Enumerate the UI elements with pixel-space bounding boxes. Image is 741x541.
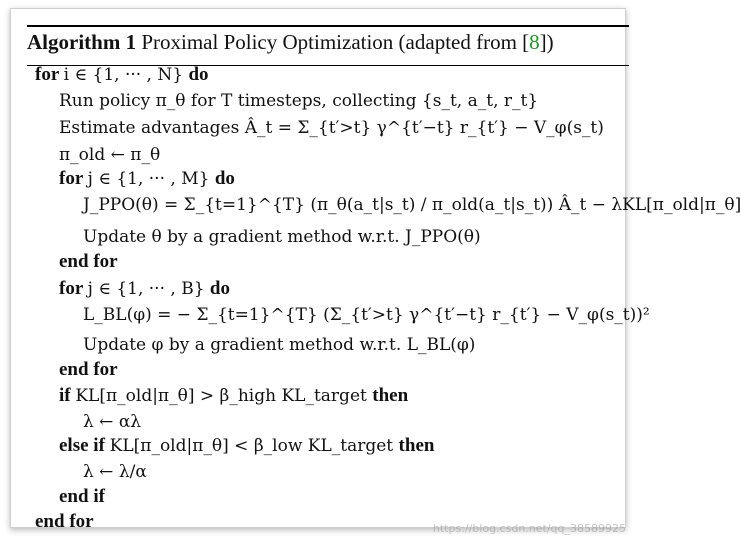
algorithm-line: [83, 461, 147, 483]
statement-text: Update θ by a gradient method w.r.t. J_PPO(θ): [83, 227, 481, 247]
algorithm-title: [27, 29, 554, 55]
algorithm-line: [59, 278, 230, 300]
keyword: if: [59, 385, 76, 406]
algorithm-line: [35, 64, 209, 86]
citation-link[interactable]: 8: [529, 30, 540, 54]
algorithm-line: [35, 511, 94, 533]
algorithm-title-text: Proximal Policy Optimization (adapted from [: [141, 30, 530, 54]
algorithm-line: [59, 117, 604, 139]
statement-text: j ∈ {1, ··· , B}: [87, 279, 210, 299]
keyword: for: [59, 278, 88, 299]
algorithm-line: [59, 359, 118, 381]
algorithm-line: [83, 226, 481, 248]
algorithm-line: [59, 385, 408, 407]
statement-text: j ∈ {1, ··· , M}: [87, 169, 215, 189]
algorithm-line: [59, 144, 160, 166]
statement-text: Estimate advantages Â_t = Σ_{t′>t} γ^{t′−t} r_{t′} − V_φ(s_t): [59, 118, 604, 138]
statement-text: J_PPO(θ) = Σ_{t=1}^{T} (π_θ(a_t|s_t) / π_old(a_t|s_t)) Â_t − λKL[π_old|π_θ]: [83, 195, 741, 215]
keyword: do: [209, 278, 230, 299]
statement-text: KL[π_old|π_θ] < β_low KL_target: [109, 436, 399, 456]
keyword: do: [188, 64, 209, 85]
algorithm-line: [83, 304, 650, 326]
keyword: end if: [59, 486, 105, 507]
statement-text: Update φ by a gradient method w.r.t. L_BL(φ): [83, 335, 476, 355]
statement-text: λ ← λ/α: [83, 462, 147, 482]
statement-text: L_BL(φ) = − Σ_{t=1}^{T} (Σ_{t′>t} γ^{t′−t} r_{t′} − V_φ(s_t))²: [83, 305, 650, 325]
algorithm-line: [59, 486, 105, 508]
statement-text: λ ← αλ: [83, 412, 142, 432]
top-rule: [27, 25, 629, 27]
algorithm-line: [59, 90, 538, 112]
statement-text: π_old ← π_θ: [59, 145, 161, 165]
keyword: end for: [59, 251, 118, 272]
keyword: end for: [35, 511, 94, 532]
algorithm-line: [83, 334, 475, 356]
keyword: then: [372, 385, 409, 406]
algorithm-line: [59, 168, 235, 190]
keyword: for: [59, 168, 88, 189]
statement-text: Run policy π_θ for T timesteps, collecting {s_t, a_t, r_t}: [59, 91, 539, 111]
algorithm-line: [83, 411, 141, 433]
algorithm-line: [59, 435, 434, 457]
statement-text: KL[π_old|π_θ] > β_high KL_target: [75, 386, 373, 406]
statement-text: i ∈ {1, ··· , N}: [63, 65, 189, 85]
keyword: else if: [59, 435, 110, 456]
algorithm-line: [83, 194, 741, 216]
algorithm-title-end: ]): [539, 30, 554, 54]
keyword: then: [398, 435, 435, 456]
algorithm-label: Algorithm 1: [27, 30, 137, 54]
algorithm-line: [59, 251, 118, 273]
watermark: https://blog.csdn.net/qq_38589925: [432, 522, 626, 535]
keyword: end for: [59, 359, 118, 380]
keyword: for: [35, 64, 64, 85]
keyword: do: [214, 168, 235, 189]
